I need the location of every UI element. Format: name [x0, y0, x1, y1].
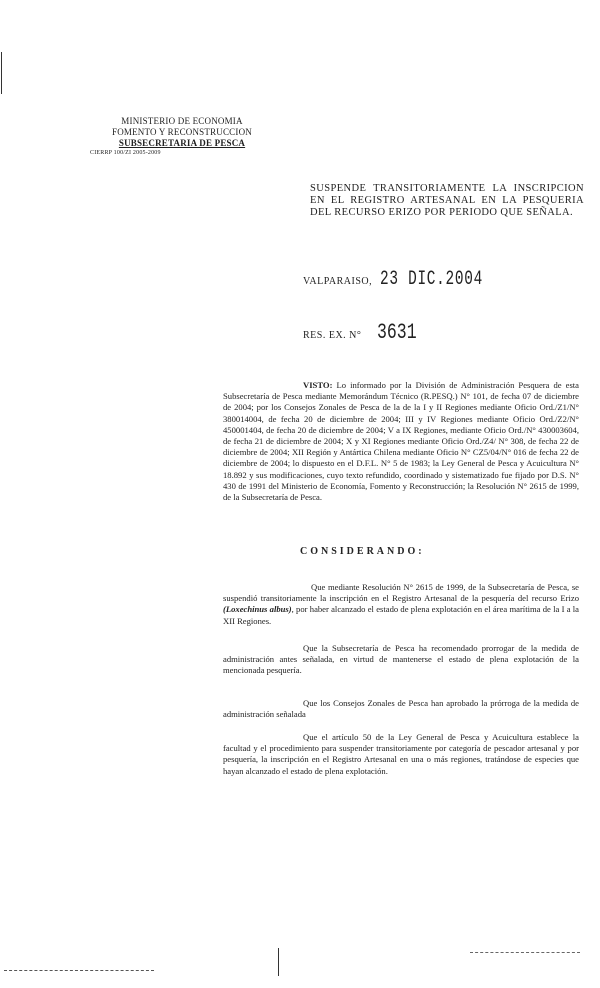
species-name: (Loxechinus albus)	[223, 604, 292, 615]
p1-text-before: Que mediante Resolución N° 2615 de 1999, de la Subsecretaría de Pesca, se suspendió transitoriamente la inscripción en el Registro Artesanal de la pesquería del recurso Erizo	[223, 582, 579, 604]
resolution-number: 3631	[377, 320, 417, 345]
considerando-heading: CONSIDERANDO:	[300, 546, 425, 557]
ministry-line-3: SUBSECRETARIA DE PESCA	[118, 138, 246, 148]
visto-paragraph	[223, 380, 579, 503]
considerando-paragraph-1	[223, 582, 579, 627]
scan-dash-bottom	[4, 970, 154, 971]
resolution-subject: SUSPENDE TRANSITORIAMENTE LA INSCRIPCION EN EL REGISTRO ARTESANAL EN LA PESQUERIA DEL RECURSO ERIZO POR PERIODO QUE SEÑALA.	[310, 183, 584, 218]
visto-label: VISTO:	[303, 380, 333, 390]
visto-text: Lo informado por la División de Administración Pesquera de esta Subsecretaría de Pesca mediante Memorándum Técnico (R.PESQ.) N° 101, de fecha 07 de diciembre de 2004; por los Consejos Zonales de Pesca de la de la I y II Regiones mediante Oficio Ord./Z1/N° 380014004, de fecha 20 de diciembre de 2004; III y IV Regiones mediante Oficio Ord./Z2/N° 450001404, de fecha 20 de diciembre de 2004; V a IX Regiones, mediante Oficio Ord./N° 430003604, de fecha 21 de diciembre de 2004; X y XI Regiones mediante Oficio Ord./Z4/ N° 308, de fecha 22 de diciembre de 2004; XII Región y Antártica Chilena mediante Oficio N° CZ5/04/N° 016 de fecha 22 de diciembre de 2004; lo dispuesto en el D.F.L. N° 5 de 1983; la Ley General de Pesca y Acuicultura N° 18.892 y sus modificaciones, cuyo texto refundido, coordinado y sistematizado fue fijado por D.S. N° 430 de 1991 del Ministerio de Economía, Fomento y Reconstrucción; la Resolución N° 2615 de 1999, de la Subsecretaría de Pesca.	[223, 380, 579, 503]
scan-edge-mark-left	[1, 52, 2, 94]
p1-text-after: , por haber alcanzado el estado de plena explotación en el área marítima de la I a la XII Regiones.	[223, 604, 579, 626]
document-code: CIERRP 100/ZI 2005-2009	[90, 150, 161, 156]
scan-dash-right	[470, 952, 580, 953]
ministry-line-2: FOMENTO Y RECONSTRUCCION	[112, 127, 252, 137]
resolution-label: RES. EX. N°	[303, 330, 362, 341]
considerando-paragraph-3: Que los Consejos Zonales de Pesca han aprobado la prórroga de la medida de administración señalada	[223, 698, 579, 720]
place-label: VALPARAISO,	[303, 276, 373, 287]
ministry-line-1: MINISTERIO DE ECONOMIA	[121, 116, 243, 126]
scan-edge-mark-bottom	[278, 948, 279, 976]
ministry-header	[82, 116, 282, 157]
considerando-paragraph-4: Que el artículo 50 de la Ley General de Pesca y Acuicultura establece la facultad y el procedimiento para suspender transitoriamente por categoría de pescador artesanal y por pesquería, la inscripción en el Registro Artesanal en una o más regiones, tratándose de especies que hayan alcanzado el estado de plena explotación.	[223, 732, 579, 776]
considerando-paragraph-2: Que la Subsecretaría de Pesca ha recomendado prorrogar de la medida de administración antes señalada, en virtud de mantenerse el estado de plena explotación de la mencionada pesquería.	[223, 643, 579, 676]
date-stamp: 23 DIC.2004	[380, 268, 483, 291]
